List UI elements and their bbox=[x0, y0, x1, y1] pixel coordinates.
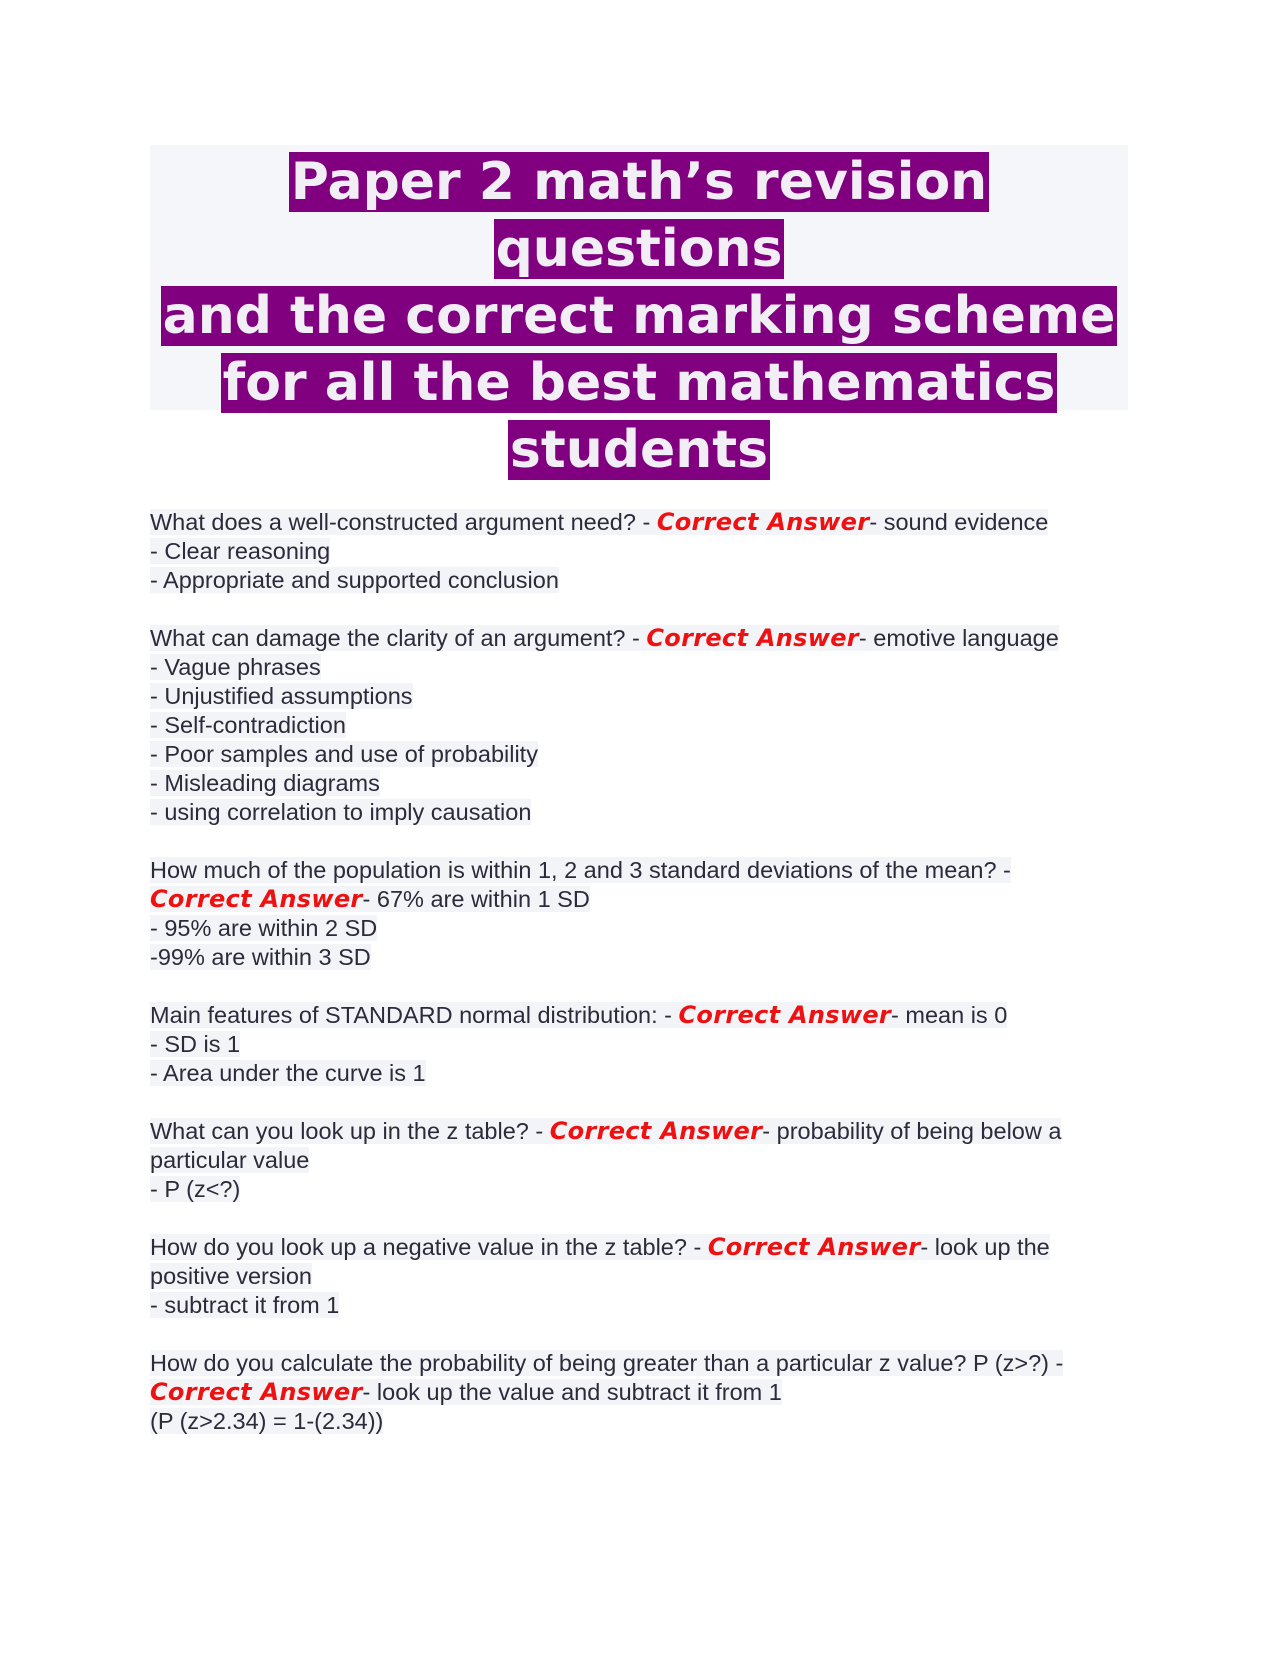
qa-line-text: - SD is 1 bbox=[150, 1031, 241, 1057]
qa-line bbox=[150, 1117, 1130, 1146]
question-text: What does a well-constructed argument need? - bbox=[150, 509, 657, 535]
document-title bbox=[150, 145, 1128, 484]
qa-line-text: - using correlation to imply causation bbox=[150, 799, 532, 825]
qa-line bbox=[150, 1146, 1130, 1175]
qa-line bbox=[150, 885, 1130, 914]
qa-line bbox=[150, 624, 1130, 653]
qa-line bbox=[150, 914, 1130, 943]
qa-line bbox=[150, 711, 1130, 740]
answer-text: - mean is 0 bbox=[891, 1002, 1008, 1028]
qa-line bbox=[150, 798, 1130, 827]
qa-list bbox=[150, 508, 1130, 1465]
qa-line-text: - Vague phrases bbox=[150, 654, 321, 680]
qa-line bbox=[150, 682, 1130, 711]
qa-line-text bbox=[150, 886, 590, 912]
title-block bbox=[150, 145, 1128, 480]
answer-text: - sound evidence bbox=[869, 509, 1049, 535]
qa-line-text: particular value bbox=[150, 1147, 310, 1173]
qa-line-text: positive version bbox=[150, 1263, 312, 1289]
correct-answer-label: Correct Answer bbox=[150, 885, 363, 913]
qa-item bbox=[150, 856, 1130, 972]
qa-line-text: - subtract it from 1 bbox=[150, 1292, 340, 1318]
qa-item bbox=[150, 508, 1130, 595]
qa-line bbox=[150, 1001, 1130, 1030]
qa-line-text: - Unjustified assumptions bbox=[150, 683, 413, 709]
question-text: What can you look up in the z table? - bbox=[150, 1118, 550, 1144]
qa-line-text: - Poor samples and use of probability bbox=[150, 741, 538, 767]
qa-line bbox=[150, 740, 1130, 769]
qa-line bbox=[150, 1378, 1130, 1407]
correct-answer-label: Correct Answer bbox=[549, 1117, 763, 1145]
correct-answer-label: Correct Answer bbox=[646, 624, 859, 652]
qa-line-text bbox=[150, 509, 1048, 535]
qa-item bbox=[150, 1001, 1130, 1088]
qa-line bbox=[150, 1030, 1130, 1059]
qa-line-text: How much of the population is within 1, 2 and 3 standard deviations of the mean? - bbox=[150, 857, 1011, 883]
question-text: Main features of STANDARD normal distribution: - bbox=[150, 1002, 679, 1028]
qa-line bbox=[150, 1233, 1130, 1262]
qa-line bbox=[150, 537, 1130, 566]
qa-line-text: - Area under the curve is 1 bbox=[150, 1060, 426, 1086]
answer-text: - 67% are within 1 SD bbox=[362, 886, 590, 912]
qa-item bbox=[150, 1233, 1130, 1320]
qa-line-text: - Clear reasoning bbox=[150, 538, 331, 564]
title-line: Paper 2 math’s revision questions bbox=[290, 152, 988, 279]
qa-item bbox=[150, 1117, 1130, 1204]
qa-line-text: - P (z<?) bbox=[150, 1176, 241, 1202]
question-text: What can damage the clarity of an argument? - bbox=[150, 625, 647, 651]
qa-line-text bbox=[150, 1234, 1050, 1260]
answer-text: - look up the bbox=[920, 1234, 1050, 1260]
qa-line bbox=[150, 1407, 1130, 1436]
qa-line-text: - Appropriate and supported conclusion bbox=[150, 567, 559, 593]
correct-answer-label: Correct Answer bbox=[707, 1233, 921, 1261]
qa-line bbox=[150, 1291, 1130, 1320]
title-line: and the correct marking scheme bbox=[162, 286, 1116, 346]
qa-line bbox=[150, 1175, 1130, 1204]
title-line: students bbox=[509, 420, 769, 480]
qa-line bbox=[150, 566, 1130, 595]
qa-line-text: How do you calculate the probability of being greater than a particular z value? P (z>?) - bbox=[150, 1350, 1064, 1376]
correct-answer-label: Correct Answer bbox=[678, 1001, 892, 1029]
qa-line-text bbox=[150, 625, 1059, 651]
qa-line-text: - Misleading diagrams bbox=[150, 770, 380, 796]
question-text: How do you look up a negative value in the z table? - bbox=[150, 1234, 708, 1260]
qa-line bbox=[150, 1349, 1130, 1378]
qa-line-text: - 95% are within 2 SD bbox=[150, 915, 378, 941]
qa-line bbox=[150, 653, 1130, 682]
correct-answer-label: Correct Answer bbox=[150, 1378, 363, 1406]
qa-line bbox=[150, 1059, 1130, 1088]
qa-item bbox=[150, 1349, 1130, 1436]
qa-line bbox=[150, 769, 1130, 798]
qa-item bbox=[150, 624, 1130, 827]
qa-line bbox=[150, 856, 1130, 885]
qa-line-text bbox=[150, 1379, 782, 1405]
answer-text: - probability of being below a bbox=[762, 1118, 1062, 1144]
qa-line-text bbox=[150, 1002, 1007, 1028]
qa-line-text: -99% are within 3 SD bbox=[150, 944, 371, 970]
correct-answer-label: Correct Answer bbox=[656, 508, 870, 536]
qa-line bbox=[150, 943, 1130, 972]
qa-line-text: - Self-contradiction bbox=[150, 712, 346, 738]
qa-line bbox=[150, 508, 1130, 537]
answer-text: - look up the value and subtract it from 1 bbox=[362, 1379, 782, 1405]
qa-line-text: (P (z>2.34) = 1-(2.34)) bbox=[150, 1408, 384, 1434]
qa-line bbox=[150, 1262, 1130, 1291]
qa-line-text bbox=[150, 1118, 1061, 1144]
title-line: for all the best mathematics bbox=[222, 353, 1056, 413]
answer-text: - emotive language bbox=[858, 625, 1059, 651]
